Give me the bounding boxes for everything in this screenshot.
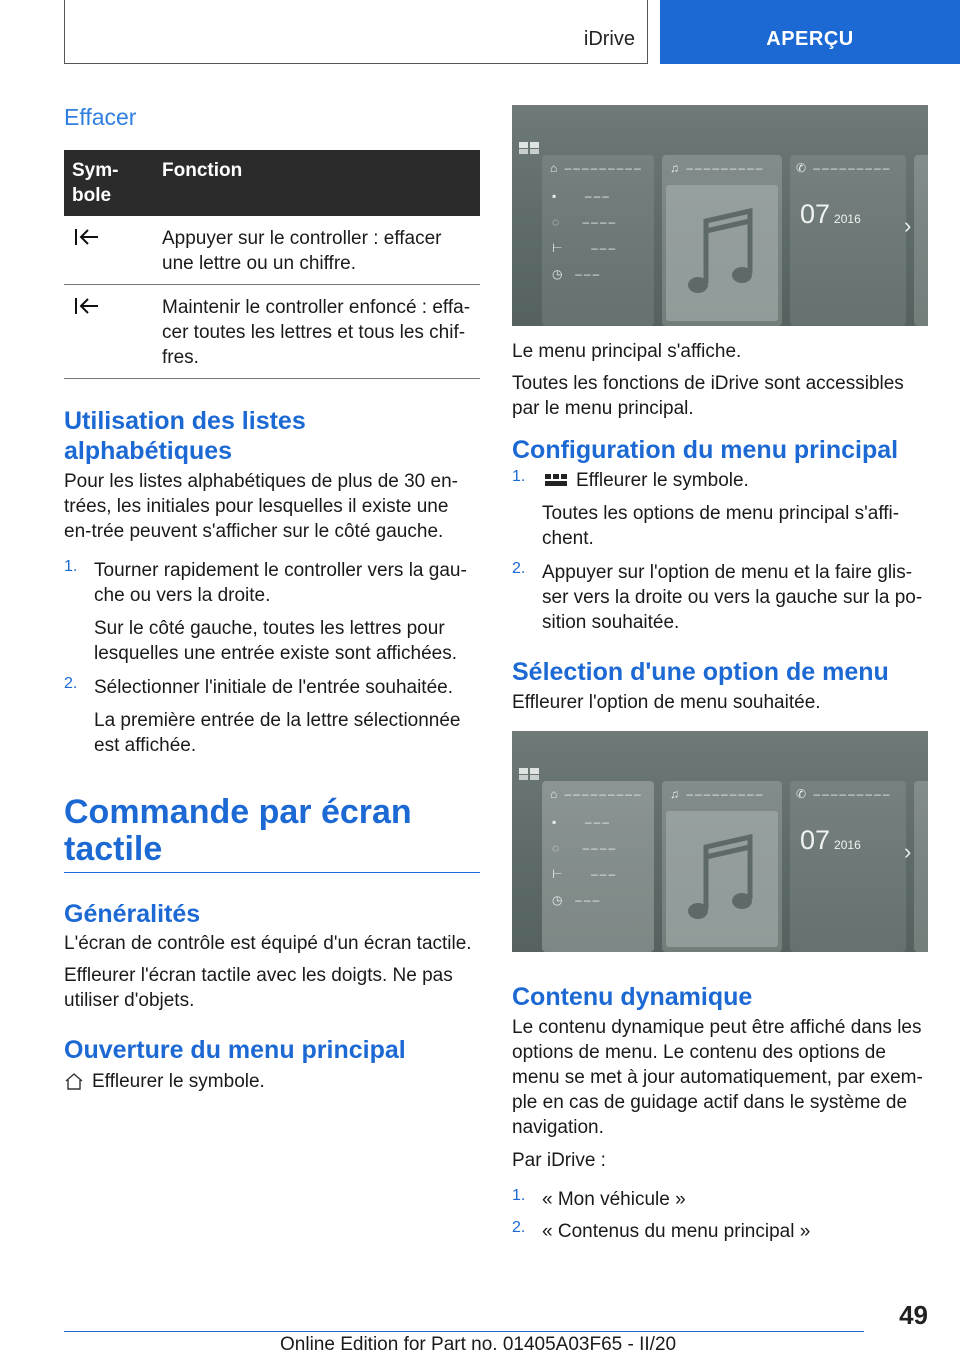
menu-grid-icon [518, 139, 540, 160]
general-text-1: L'écran de contrôle est équipé d'un écran tactile. [64, 933, 472, 954]
date-year: 2016 [834, 212, 861, 226]
step-text: « Mon véhicule » [542, 1189, 686, 1210]
config-step-1-line [542, 468, 928, 493]
list-item [64, 558, 480, 666]
step-text: Appuyer sur l'option de menu et la faire glis-ser vers la droite ou vers la gauche sur la po-sition souhaitée. [542, 562, 923, 633]
date-display [800, 199, 861, 230]
range-icon: ⊢ ‒‒‒ [552, 867, 618, 881]
general-text-2: Effleurer l'écran tactile avec les doigts. Ne pas utiliser d'objets. [64, 965, 453, 1011]
step-text: « Contenus du menu principal » [542, 1221, 811, 1242]
touch-title: Commande par écran tactile [64, 794, 480, 873]
fuel-icon: ▪ ‒‒‒ [552, 815, 611, 829]
list-item [512, 560, 928, 635]
settings-tile [914, 781, 928, 952]
chevron-right-icon: › [904, 213, 912, 238]
list-item [512, 468, 928, 551]
config-title: Configuration du menu principal [512, 436, 899, 464]
header-chapter-box [660, 0, 960, 64]
date-day: 07 [800, 199, 831, 229]
header-chapter: APERÇU [766, 28, 854, 50]
main-menu-screenshot [512, 105, 928, 326]
step-text: Tourner rapidement le controller vers la gau-che ou vers la droite. [94, 560, 467, 606]
menu-tiles-icon [544, 472, 568, 493]
media-tile-header: ♫ ‒‒‒‒‒‒‒‒‒ [670, 161, 765, 175]
select-option-title: Sélection d'une option de menu [512, 658, 889, 686]
step-number: 2. [64, 675, 78, 692]
gauge-icon: ◌ ‒‒‒‒ [552, 841, 618, 855]
fuel-icon: ▪ ‒‒‒ [552, 189, 611, 203]
step-note: La première entrée de la lettre sélectionnée est affichée. [94, 710, 461, 756]
step-number: 2. [512, 1219, 526, 1236]
alpha-lists-title: Utilisation des listes alphabétiques [64, 407, 306, 465]
vehicle-tile-header: ⌂ ‒‒‒‒‒‒‒‒‒ [550, 161, 643, 175]
table-row [64, 285, 480, 379]
menu-grid-icon [518, 765, 540, 786]
step-text: Effleurer le symbole. [576, 470, 749, 491]
settings-tile [914, 155, 928, 326]
step-number: 1. [512, 1187, 526, 1204]
caption-functions: Toutes les fonctions de iDrive sont accessibles par le menu principal. [512, 373, 904, 419]
header-section-box [64, 0, 648, 64]
delete-back-icon [72, 232, 100, 253]
page-number: 49 [899, 1300, 928, 1330]
table-cell-symbol [64, 285, 154, 379]
music-note-icon [666, 811, 778, 952]
list-item [512, 1187, 928, 1212]
table-cell-function: Maintenir le controller enfoncé : effa-cer toutes les lettres et tous les chif-fres. [154, 285, 480, 379]
phone-tile [790, 155, 906, 326]
table-header-row [64, 150, 480, 216]
right-column [512, 105, 928, 1244]
step-number: 2. [512, 560, 526, 577]
date-display [800, 825, 861, 856]
open-menu-text: Effleurer le symbole. [92, 1071, 265, 1092]
date-year: 2016 [834, 838, 861, 852]
caption-main-menu: Le menu principal s'affiche. [512, 341, 742, 362]
open-menu-title: Ouverture du menu principal [64, 1036, 406, 1064]
general-title: Généralités [64, 900, 201, 928]
home-icon [64, 1071, 84, 1096]
range-icon: ⊢ ‒‒‒ [552, 241, 618, 255]
table-cell-symbol [64, 216, 154, 285]
header-section: iDrive [583, 28, 635, 50]
list-item [64, 675, 480, 758]
dynamic-content-text: Le contenu dynamique peut être affiché dans les options de menu. Le contenu des options de menu se met à jour automatiquement, par exem-ple en cas de guidage actif dans le système de navigation. [512, 1017, 923, 1138]
timer-icon: ◷ ‒‒‒ [552, 267, 602, 281]
table-header-symbol: Sym- bole [64, 150, 154, 216]
phone-tile-header: ✆ ‒‒‒‒‒‒‒‒‒ [796, 787, 892, 801]
open-menu-step [64, 1069, 480, 1094]
footer-edition: Online Edition for Part no. 01405A03F65 - II/20 [280, 1334, 677, 1355]
footer-divider [64, 1331, 864, 1332]
media-tile-header: ♫ ‒‒‒‒‒‒‒‒‒ [670, 787, 765, 801]
step-number: 1. [512, 468, 526, 485]
music-note-icon [666, 185, 778, 326]
select-option-text: Effleurer l'option de menu souhaitée. [512, 692, 821, 713]
alpha-lists-intro: Pour les listes alphabétiques de plus de 30 en-trées, les initiales pour lesquelles il existe une en-trée peuvent s'afficher sur le côté gauche. [64, 471, 458, 542]
date-day: 07 [800, 825, 831, 855]
vehicle-tile-header: ⌂ ‒‒‒‒‒‒‒‒‒ [550, 787, 643, 801]
gauge-icon: ◌ ‒‒‒‒ [552, 215, 618, 229]
phone-tile-header: ✆ ‒‒‒‒‒‒‒‒‒ [796, 161, 892, 175]
step-number: 1. [64, 558, 78, 575]
erase-table [64, 150, 480, 379]
table-row [64, 216, 480, 285]
step-note: Sur le côté gauche, toutes les lettres pour lesquelles une entrée existe sont affichées. [94, 618, 457, 664]
by-idrive-text: Par iDrive : [512, 1150, 606, 1171]
table-cell-function: Appuyer sur le controller : effacer une lettre ou un chiffre. [154, 216, 480, 285]
phone-tile [790, 781, 906, 952]
table-header-function: Fonction [154, 150, 480, 216]
left-column [64, 104, 480, 1094]
delete-back-icon [72, 301, 100, 322]
chevron-right-icon: › [904, 839, 912, 864]
timer-icon: ◷ ‒‒‒ [552, 893, 602, 907]
erase-title: Effacer [64, 104, 137, 130]
menu-option-screenshot [512, 731, 928, 952]
dynamic-content-title: Contenu dynamique [512, 983, 753, 1011]
step-text: Sélectionner l'initiale de l'entrée souhaitée. [94, 677, 453, 698]
step-note: Toutes les options de menu principal s'affi-chent. [542, 503, 900, 549]
list-item [512, 1219, 928, 1244]
